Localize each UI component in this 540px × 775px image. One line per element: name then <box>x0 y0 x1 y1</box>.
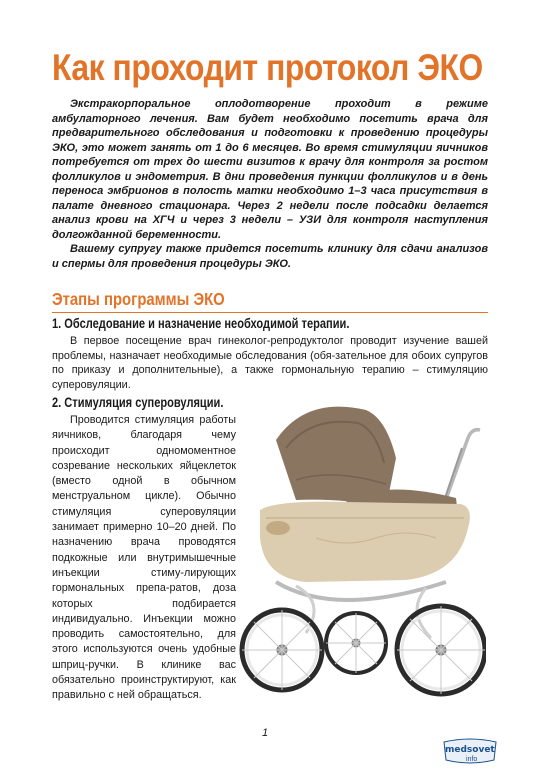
logo-sub: info <box>466 756 478 763</box>
logo-name: medsovet <box>445 745 495 755</box>
step-2-text: Проводится стимуляция работы яичников, благодаря чему происходит одномоментное созревание нескольких яйцеклеток (вместо одной в обычном менструальном цикле). Обычно стимуляция суперовуляции занимает примерно 10–20 дней. По назначению врача проводятся подкожные или внутримышечные инъекции стиму-лирующих гормональных препа-ратов, доза которых подбирается индивидуально. Инъекции можно проводить самостоятельно, для этого используются очень удобные шприц-ручки. В клинике вас обязательно проинструктируют, как правильно с ней обращаться. <box>52 414 236 702</box>
intro-paragraph: Вашему супругу также придется посетить клинику для сдачи анализов и спермы для проведения процедуры ЭКО. <box>52 243 488 270</box>
page-number: 1 <box>262 727 269 739</box>
intro-text <box>52 97 488 271</box>
site-logo[interactable] <box>442 736 498 766</box>
intro-paragraph: Экстракорпоральное оплодотворение проходит в режиме амбулаторного лечения. Вам будет необходимо посетить врача для предварительного обследования и подготовки к проведению процедуры ЭКО, это может занять от 1 до 6 месяцев. Во время стимуляции яичников потребуется от трех до шести визитов к врачу для контроля за ростом фолликулов и эндометрия. В дни проведения пункции фолликулов и в день переноса эмбрионов в полость матки необходимо 1–3 часа присутствия в палате дневного стационара. Через 2 недели после подсадки делается анализ крови на ХГЧ и через 3 недели – УЗИ для контроля наступления долгожданной беременности. <box>52 98 488 241</box>
step-1-heading: 1. Обследование и назначение необходимой терапии. <box>52 316 350 331</box>
baby-pram-illustration <box>236 388 486 723</box>
step-1-text: В первое посещение врач гинеколог-репродуктолог проводит изучение вашей проблемы, назначает необходимые обследования (обя-зательное для обоих супругов по приказу и дополнительные), а также гормональную терапию – стимуляцию суперовуляции. <box>52 335 488 391</box>
section-title: Этапы программы ЭКО <box>52 289 225 309</box>
step-2-heading: 2. Стимуляция суперовуляции. <box>52 395 224 410</box>
section-divider <box>52 312 488 313</box>
page-title: Как проходит протокол ЭКО <box>52 47 483 88</box>
